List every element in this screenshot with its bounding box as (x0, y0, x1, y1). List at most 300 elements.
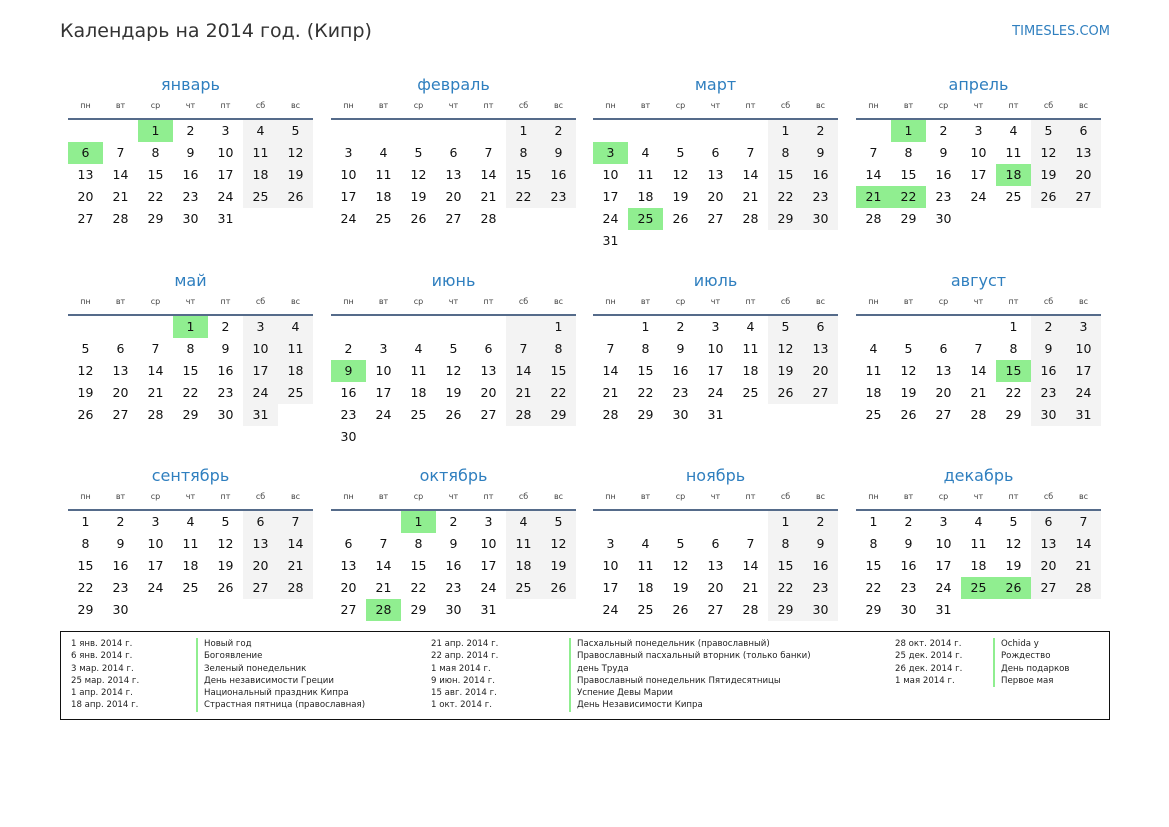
day-cell: 3 (151, 514, 160, 529)
day-cell: 6 (939, 341, 948, 356)
legend-name: Православный понедельник Пятидесятницы (569, 675, 811, 687)
day-cell: 1 (541, 316, 576, 338)
day-cell: 4 (641, 536, 650, 551)
day-grid (593, 316, 838, 426)
legend-date: 1 окт. 2014 г. (431, 700, 492, 711)
empty-cell (366, 120, 401, 142)
day-cell: 1 (768, 120, 803, 142)
day-cell: 19 (541, 555, 576, 577)
day-cell: 18 (410, 385, 427, 400)
day-cell: 7 (974, 341, 983, 356)
day-cell: 20 (707, 580, 724, 595)
day-cell: 9 (116, 536, 125, 551)
day-cell: 4 (974, 514, 983, 529)
day-cell: 16 (803, 164, 838, 186)
weekday-label: вт (903, 492, 914, 501)
weekday-label: вт (115, 297, 126, 306)
day-cell: 4 (506, 511, 541, 533)
month-name: март (694, 75, 737, 94)
day-cell: 11 (865, 363, 882, 378)
month-block (593, 463, 838, 621)
day-cell: 26 (996, 577, 1031, 599)
legend-date: 1 мая 2014 г. (431, 663, 491, 674)
weekday-label: чт (710, 492, 721, 501)
empty-cell (733, 511, 768, 533)
legend-name: Успение Девы Марии (569, 687, 811, 699)
day-cell: 17 (1066, 360, 1101, 382)
day-cell: 28 (366, 599, 401, 621)
month-block (593, 72, 838, 252)
empty-cell (593, 316, 628, 338)
month-block (856, 463, 1101, 621)
empty-cell (401, 120, 436, 142)
day-cell: 24 (243, 382, 278, 404)
weekday-label: вс (553, 101, 564, 110)
day-cell: 5 (768, 316, 803, 338)
day-cell: 6 (116, 341, 125, 356)
day-cell: 19 (900, 385, 917, 400)
day-grid (68, 511, 313, 621)
day-cell: 30 (1031, 404, 1066, 426)
day-cell: 23 (803, 577, 838, 599)
day-cell: 22 (147, 189, 164, 204)
weekday-header (331, 98, 576, 118)
empty-cell (803, 404, 838, 426)
day-cell: 24 (375, 407, 392, 422)
weekday-label: пн (343, 492, 354, 501)
weekday-label: сб (518, 492, 529, 501)
day-grid (68, 120, 313, 230)
day-cell: 21 (856, 186, 891, 208)
weekday-label: чт (448, 297, 459, 306)
day-cell: 29 (182, 407, 199, 422)
day-cell: 29 (637, 407, 654, 422)
day-cell: 18 (375, 189, 392, 204)
empty-cell (366, 511, 401, 533)
weekday-label: сб (1043, 101, 1054, 110)
day-cell: 13 (803, 338, 838, 360)
empty-cell (138, 316, 173, 338)
day-cell: 26 (672, 602, 689, 617)
day-cell: 31 (217, 211, 234, 226)
weekday-label: ср (413, 297, 424, 306)
day-cell: 3 (711, 319, 720, 334)
empty-cell (628, 230, 663, 252)
weekday-label: сб (1043, 492, 1054, 501)
weekday-label: вт (903, 101, 914, 110)
weekday-header (856, 489, 1101, 509)
day-cell: 3 (593, 142, 628, 164)
day-cell: 21 (602, 385, 619, 400)
month-name: январь (161, 75, 220, 94)
month-name: сентябрь (151, 466, 230, 485)
day-cell: 8 (186, 341, 195, 356)
day-cell: 22 (891, 186, 926, 208)
weekday-label: пн (868, 297, 879, 306)
weekday-label: вс (815, 297, 826, 306)
day-cell: 8 (904, 145, 913, 160)
weekday-label: вт (640, 492, 651, 501)
day-cell: 14 (1066, 533, 1101, 555)
day-cell: 1 (401, 511, 436, 533)
empty-cell (733, 120, 768, 142)
day-cell: 5 (81, 341, 90, 356)
empty-cell (1066, 208, 1101, 230)
weekday-label: ср (938, 492, 949, 501)
day-cell: 30 (900, 602, 917, 617)
day-cell: 23 (672, 385, 689, 400)
day-grid (331, 511, 576, 621)
day-cell: 11 (1005, 145, 1022, 160)
day-cell: 29 (768, 208, 803, 230)
day-cell: 25 (278, 382, 313, 404)
month-name: декабрь (943, 466, 1014, 485)
weekday-label: сб (255, 297, 266, 306)
day-cell: 18 (182, 558, 199, 573)
empty-cell (541, 208, 576, 230)
day-cell: 3 (1066, 316, 1101, 338)
weekday-label: вс (290, 492, 301, 501)
day-grid (331, 120, 576, 230)
day-cell: 22 (541, 382, 576, 404)
empty-cell (593, 511, 628, 533)
legend-dates-col-3 (895, 638, 962, 687)
weekday-header (593, 489, 838, 509)
day-cell: 5 (1009, 514, 1018, 529)
day-cell: 2 (449, 514, 458, 529)
empty-cell (68, 316, 103, 338)
day-cell: 12 (445, 363, 462, 378)
weekday-label: вт (640, 101, 651, 110)
day-grid (68, 316, 313, 426)
day-cell: 28 (602, 407, 619, 422)
day-cell: 11 (243, 142, 278, 164)
empty-cell (961, 599, 996, 621)
day-cell: 12 (410, 167, 427, 182)
day-cell: 13 (1031, 533, 1066, 555)
empty-cell (541, 426, 576, 448)
day-cell: 21 (742, 580, 759, 595)
day-cell: 5 (676, 145, 685, 160)
empty-cell (996, 599, 1031, 621)
day-cell: 10 (147, 536, 164, 551)
weekday-label: вс (553, 297, 564, 306)
weekday-label: ср (150, 297, 161, 306)
day-cell: 17 (970, 167, 987, 182)
day-cell: 4 (186, 514, 195, 529)
day-cell: 21 (278, 555, 313, 577)
empty-cell (698, 120, 733, 142)
page-title: Календарь на 2014 год. (Кипр) (60, 20, 372, 42)
empty-cell (663, 511, 698, 533)
weekday-label: вс (1078, 297, 1089, 306)
day-cell: 19 (77, 385, 94, 400)
weekday-label: сб (780, 297, 791, 306)
day-cell: 5 (676, 536, 685, 551)
day-cell: 19 (278, 164, 313, 186)
empty-cell (331, 120, 366, 142)
day-cell: 23 (182, 189, 199, 204)
legend-date: 28 окт. 2014 г. (895, 639, 962, 649)
empty-cell (366, 316, 401, 338)
empty-cell (401, 316, 436, 338)
weekday-label: чт (185, 297, 196, 306)
day-cell: 10 (243, 338, 278, 360)
weekday-header (856, 294, 1101, 314)
day-cell: 10 (480, 536, 497, 551)
empty-cell (173, 599, 208, 621)
day-cell: 2 (676, 319, 685, 334)
weekday-label: пн (80, 492, 91, 501)
day-cell: 23 (217, 385, 234, 400)
day-cell: 9 (1031, 338, 1066, 360)
weekday-label: сб (255, 492, 266, 501)
day-cell: 27 (1031, 577, 1066, 599)
day-cell: 7 (746, 145, 755, 160)
day-cell: 1 (641, 319, 650, 334)
day-cell: 9 (541, 142, 576, 164)
day-cell: 26 (541, 577, 576, 599)
day-cell: 24 (935, 580, 952, 595)
legend-date: 9 июн. 2014 г. (431, 675, 495, 686)
day-cell: 24 (707, 385, 724, 400)
day-cell: 11 (506, 533, 541, 555)
empty-cell (996, 208, 1031, 230)
day-cell: 11 (278, 338, 313, 360)
day-cell: 7 (746, 536, 755, 551)
day-cell: 14 (602, 363, 619, 378)
day-cell: 29 (900, 211, 917, 226)
legend-date: 25 мар. 2014 г. (71, 675, 140, 686)
day-cell: 18 (742, 363, 759, 378)
empty-cell (278, 599, 313, 621)
day-cell: 30 (217, 407, 234, 422)
weekday-label: вт (640, 297, 651, 306)
day-cell: 24 (340, 211, 357, 226)
day-cell: 8 (869, 536, 878, 551)
weekday-label: ср (938, 297, 949, 306)
day-cell: 8 (151, 145, 160, 160)
day-cell: 11 (742, 341, 759, 356)
legend-date: 1 мая 2014 г. (895, 675, 955, 686)
day-cell: 13 (707, 167, 724, 182)
day-cell: 29 (147, 211, 164, 226)
day-cell: 5 (904, 341, 913, 356)
month-block (68, 72, 313, 230)
day-cell: 7 (1066, 511, 1101, 533)
legend-name: Ochida y (993, 638, 1069, 650)
weekday-label: вс (1078, 492, 1089, 501)
day-cell: 9 (904, 536, 913, 551)
day-cell: 23 (900, 580, 917, 595)
legend-date: 3 мар. 2014 г. (71, 663, 134, 674)
day-cell: 12 (541, 533, 576, 555)
day-cell: 5 (278, 120, 313, 142)
day-cell: 14 (970, 363, 987, 378)
day-cell: 4 (869, 341, 878, 356)
day-cell: 25 (637, 602, 654, 617)
empty-cell (961, 208, 996, 230)
empty-cell (471, 426, 506, 448)
day-cell: 3 (344, 145, 353, 160)
day-cell: 15 (996, 360, 1031, 382)
day-cell: 16 (1031, 360, 1066, 382)
day-cell: 24 (602, 211, 619, 226)
weekday-label: вт (115, 101, 126, 110)
empty-cell (733, 230, 768, 252)
day-cell: 27 (803, 382, 838, 404)
day-cell: 9 (939, 145, 948, 160)
day-cell: 9 (186, 145, 195, 160)
day-cell: 21 (112, 189, 129, 204)
day-cell: 5 (541, 511, 576, 533)
day-cell: 10 (935, 536, 952, 551)
day-cell: 15 (768, 555, 803, 577)
day-cell: 15 (541, 360, 576, 382)
day-cell: 2 (904, 514, 913, 529)
day-cell: 22 (410, 580, 427, 595)
day-cell: 30 (182, 211, 199, 226)
day-cell: 18 (278, 360, 313, 382)
empty-cell (856, 120, 891, 142)
weekday-label: пн (605, 492, 616, 501)
day-cell: 15 (900, 167, 917, 182)
day-cell: 11 (970, 536, 987, 551)
legend-date: 1 апр. 2014 г. (71, 688, 133, 699)
day-cell: 12 (900, 363, 917, 378)
day-cell: 6 (1031, 511, 1066, 533)
day-cell: 8 (506, 142, 541, 164)
weekday-header (593, 98, 838, 118)
day-cell: 31 (1066, 404, 1101, 426)
legend-name: Первое мая (993, 675, 1069, 687)
day-cell: 12 (1005, 536, 1022, 551)
day-cell: 20 (803, 360, 838, 382)
day-cell: 5 (414, 145, 423, 160)
day-cell: 20 (707, 189, 724, 204)
weekday-label: пн (868, 492, 879, 501)
weekday-label: пн (868, 101, 879, 110)
day-cell: 27 (1066, 186, 1101, 208)
day-cell: 19 (672, 189, 689, 204)
legend-name: Страстная пятница (православная) (196, 699, 365, 711)
legend-date: 22 апр. 2014 г. (431, 651, 499, 662)
weekday-label: ср (675, 297, 686, 306)
day-cell: 1 (869, 514, 878, 529)
day-cell: 4 (746, 319, 755, 334)
month-block (68, 268, 313, 426)
day-cell: 13 (112, 363, 129, 378)
day-cell: 22 (506, 186, 541, 208)
day-cell: 31 (602, 233, 619, 248)
weekday-label: ср (675, 101, 686, 110)
day-cell: 6 (344, 536, 353, 551)
day-cell: 20 (935, 385, 952, 400)
weekday-label: чт (973, 492, 984, 501)
weekday-header (331, 294, 576, 314)
day-cell: 22 (768, 577, 803, 599)
day-cell: 31 (480, 602, 497, 617)
day-cell: 7 (151, 341, 160, 356)
day-cell: 26 (410, 211, 427, 226)
day-cell: 14 (480, 167, 497, 182)
day-cell: 14 (742, 558, 759, 573)
day-cell: 2 (116, 514, 125, 529)
weekday-label: пт (745, 492, 756, 501)
weekday-label: сб (780, 101, 791, 110)
day-cell: 10 (217, 145, 234, 160)
day-cell: 8 (414, 536, 423, 551)
day-cell: 16 (112, 558, 129, 573)
weekday-label: вс (290, 101, 301, 110)
day-cell: 30 (445, 602, 462, 617)
weekday-label: пт (1008, 297, 1019, 306)
day-cell: 26 (1031, 186, 1066, 208)
day-cell: 23 (445, 580, 462, 595)
day-cell: 18 (637, 189, 654, 204)
day-cell: 13 (707, 558, 724, 573)
day-cell: 19 (1005, 558, 1022, 573)
legend-names-col-1 (196, 638, 365, 712)
day-cell: 25 (410, 407, 427, 422)
month-block (856, 268, 1101, 426)
weekday-label: пн (343, 101, 354, 110)
day-cell: 7 (869, 145, 878, 160)
day-cell: 14 (742, 167, 759, 182)
day-grid (856, 511, 1101, 621)
weekday-label: пт (483, 101, 494, 110)
day-cell: 13 (480, 363, 497, 378)
empty-cell (471, 120, 506, 142)
day-cell: 31 (707, 407, 724, 422)
day-cell: 6 (711, 536, 720, 551)
day-cell: 21 (970, 385, 987, 400)
empty-cell (1066, 599, 1101, 621)
day-cell: 1 (506, 120, 541, 142)
weekday-label: сб (518, 297, 529, 306)
day-cell: 7 (606, 341, 615, 356)
day-cell: 29 (77, 602, 94, 617)
day-cell: 17 (243, 360, 278, 382)
day-cell: 12 (672, 558, 689, 573)
empty-cell (961, 316, 996, 338)
day-cell: 10 (707, 341, 724, 356)
day-cell: 24 (602, 602, 619, 617)
day-cell: 5 (449, 341, 458, 356)
day-cell: 4 (243, 120, 278, 142)
empty-cell (331, 316, 366, 338)
empty-cell (926, 316, 961, 338)
day-cell: 20 (77, 189, 94, 204)
day-cell: 25 (375, 211, 392, 226)
day-cell: 12 (1031, 142, 1066, 164)
day-cell: 28 (865, 211, 882, 226)
weekday-label: пт (1008, 492, 1019, 501)
empty-cell (768, 404, 803, 426)
day-cell: 23 (803, 186, 838, 208)
month-block (593, 268, 838, 426)
weekday-label: пн (80, 297, 91, 306)
day-cell: 1 (138, 120, 173, 142)
month-block (856, 72, 1101, 230)
empty-cell (698, 511, 733, 533)
day-cell: 30 (340, 429, 357, 444)
weekday-label: вс (815, 101, 826, 110)
day-cell: 9 (676, 341, 685, 356)
site-link[interactable]: TIMESLES.COM (1012, 24, 1110, 39)
day-cell: 17 (602, 189, 619, 204)
day-cell: 23 (340, 407, 357, 422)
